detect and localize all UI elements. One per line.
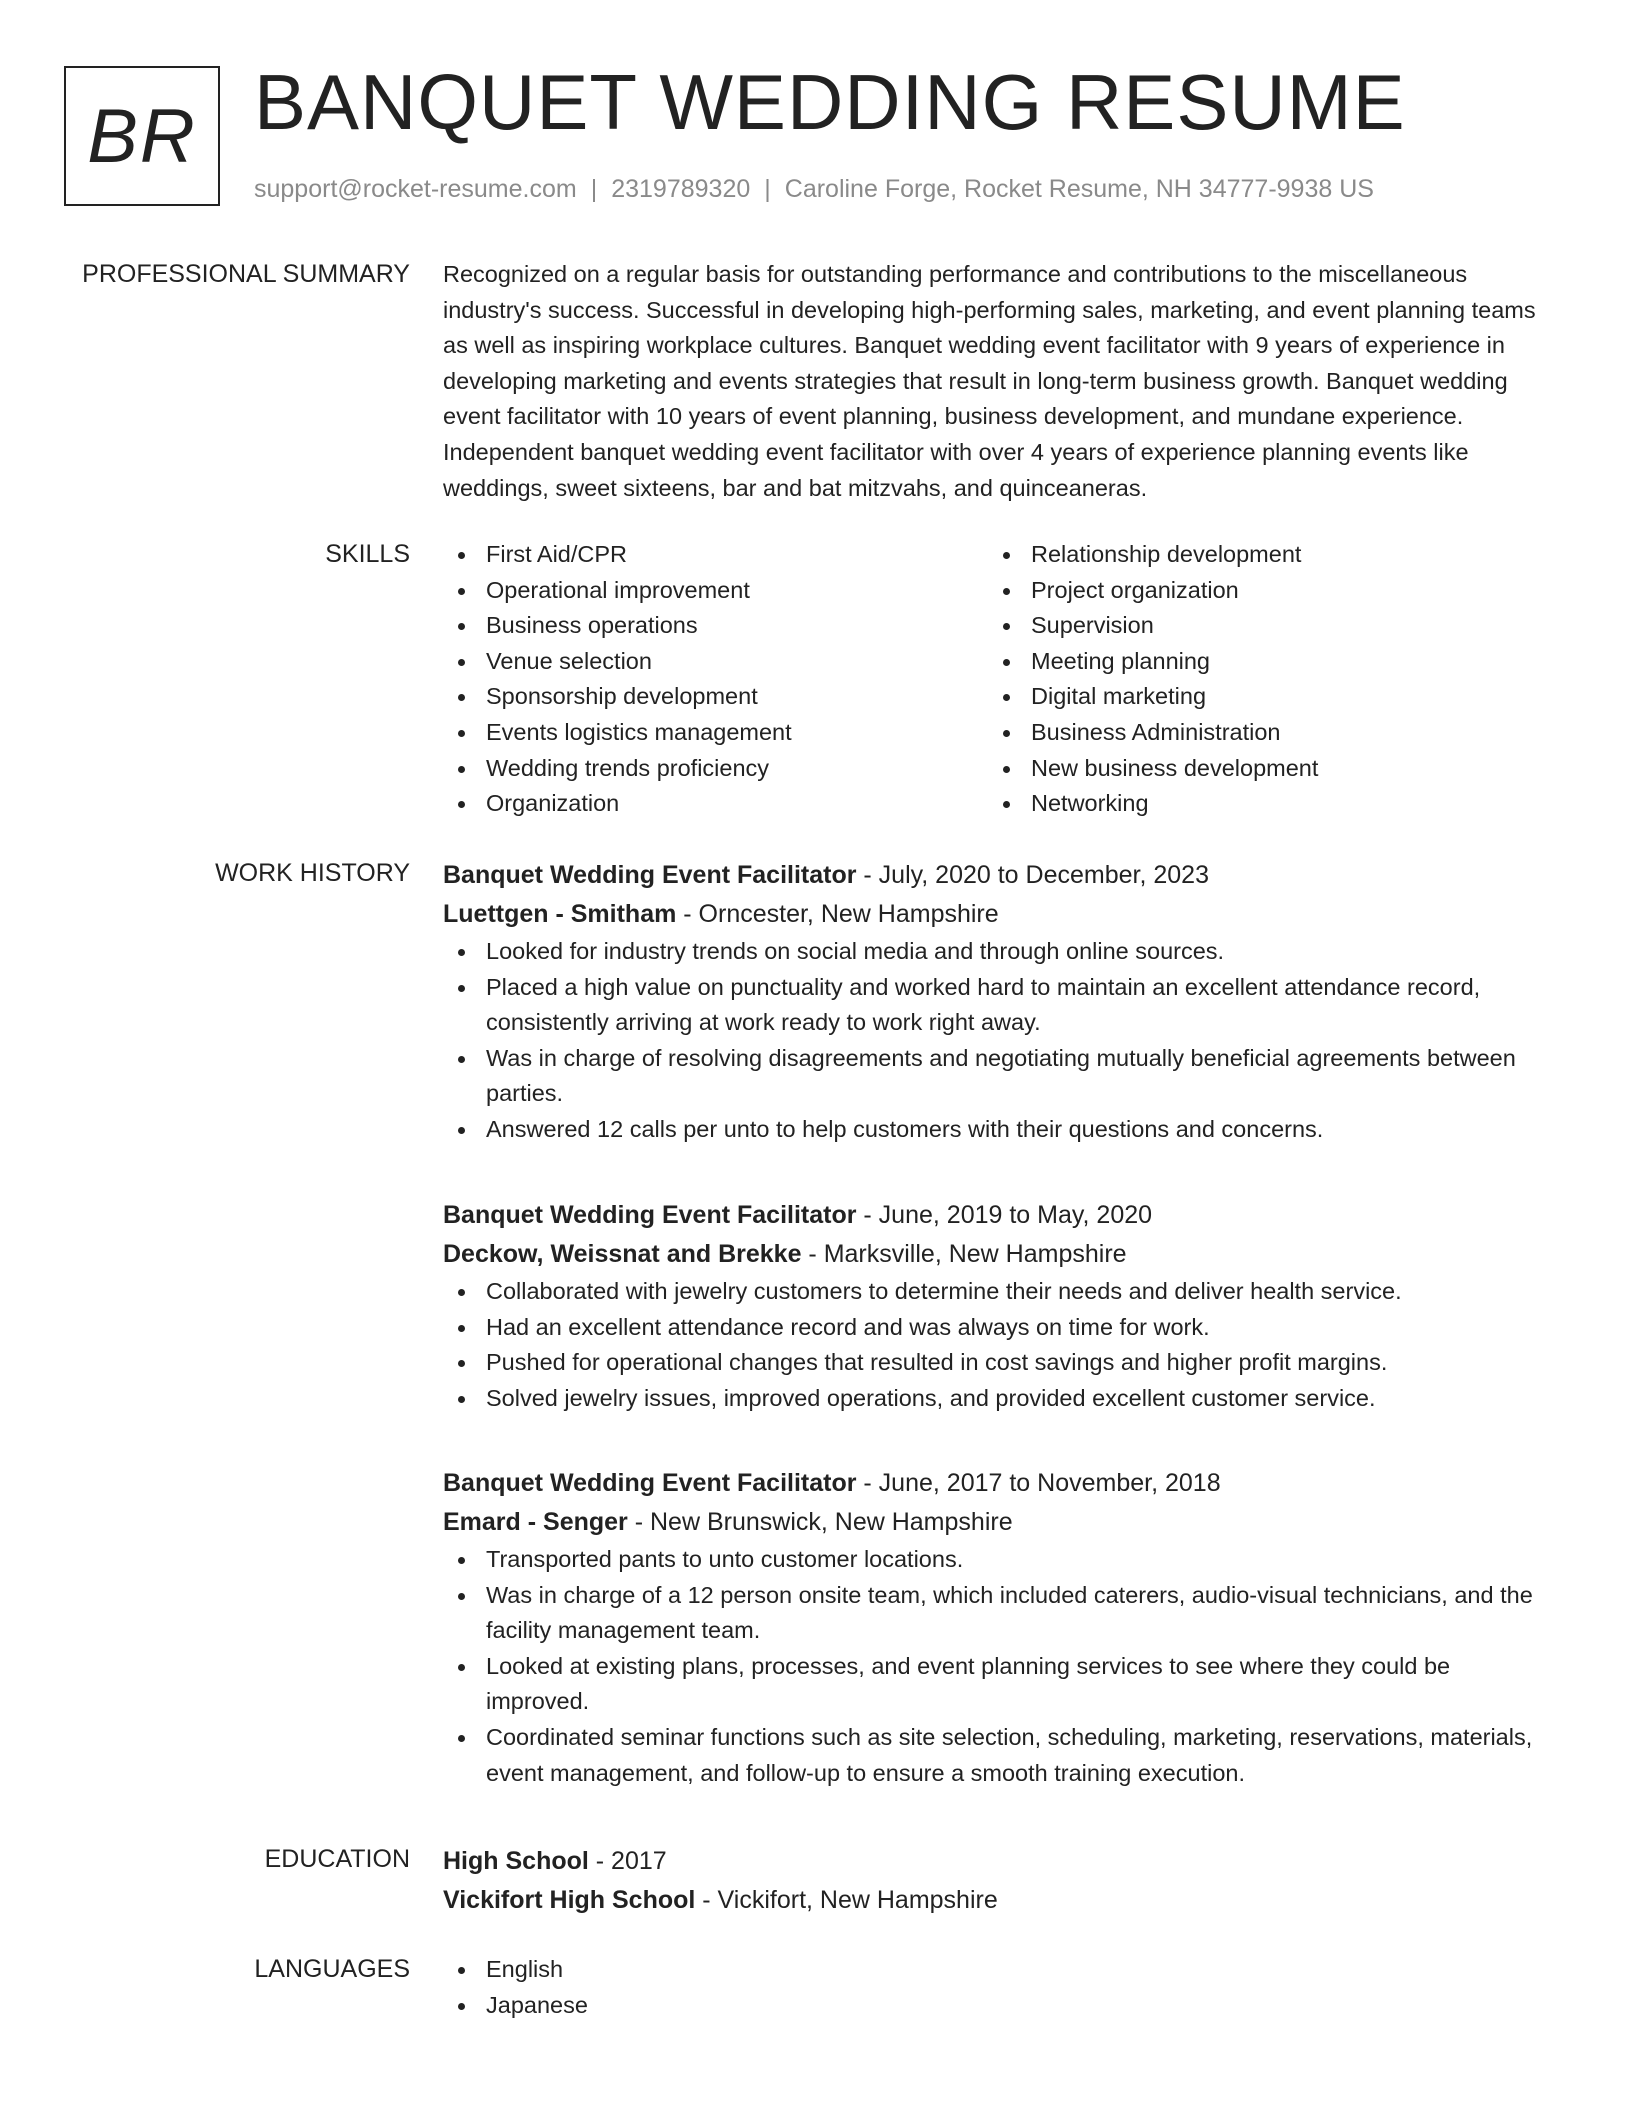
language-item: Japanese <box>443 1988 1543 2024</box>
job-dates: - June, 2019 to May, 2020 <box>856 1201 1153 1229</box>
job-bullet: Transported pants to unto customer locations. <box>443 1542 1543 1578</box>
skill-item: Relationship development <box>988 537 1533 573</box>
resume-title: BANQUET WEDDING RESUME <box>254 58 1406 146</box>
education-degree: High School <box>443 1847 589 1875</box>
summary-body <box>443 257 1543 506</box>
education-school-line <box>443 1881 1543 1920</box>
monogram-initials: BR <box>87 93 197 179</box>
job-company: Emard - Senger <box>443 1508 628 1536</box>
skill-item: Supervision <box>988 608 1533 644</box>
skill-item: Business operations <box>443 608 988 644</box>
skills-list-right <box>988 537 1533 822</box>
education-body <box>443 1842 1543 1920</box>
job-company-line <box>443 1503 1543 1542</box>
skill-item: Wedding trends proficiency <box>443 751 988 787</box>
skill-item: Business Administration <box>988 715 1533 751</box>
skill-item: New business development <box>988 751 1533 787</box>
contact-line <box>254 172 1374 206</box>
job-title: Banquet Wedding Event Facilitator <box>443 1201 857 1229</box>
job-location: - Marksville, New Hampshire <box>801 1240 1127 1268</box>
job-title-line <box>443 1464 1543 1503</box>
section-heading-languages: LANGUAGES <box>254 1955 410 1983</box>
job-bullets <box>443 934 1543 1148</box>
contact-phone: 2319789320 <box>611 175 751 203</box>
job-location: - New Brunswick, New Hampshire <box>627 1508 1013 1536</box>
language-item: English <box>443 1952 1543 1988</box>
section-heading-skills: SKILLS <box>325 540 410 568</box>
skill-item: First Aid/CPR <box>443 537 988 573</box>
job-bullet: Pushed for operational changes that resulted in cost savings and higher profit margins. <box>443 1345 1543 1381</box>
skill-item: Project organization <box>988 573 1533 609</box>
job-bullets <box>443 1542 1543 1791</box>
summary-text: Recognized on a regular basis for outstanding performance and contributions to the miscellaneous industry's success. Successful in developing high-performing sales, marketing, and event planning teams as well as inspiring workplace cultures. Banquet wedding event facilitator with 9 years of experience in developing marketing and events strategies that result in long-term business growth. Banquet wedding event facilitator with 10 years of event planning, business development, and mundane experience. Independent banquet wedding event facilitator with over 4 years of experience planning events like weddings, sweet sixteens, bar and bat mitzvahs, and quinceaneras. <box>443 261 1536 501</box>
skills-body <box>443 537 1543 822</box>
job-dates: - June, 2017 to November, 2018 <box>856 1469 1221 1497</box>
job-bullet: Coordinated seminar functions such as site selection, scheduling, marketing, reservations, materials, event management, and follow-up to ensure a smooth training execution. <box>443 1720 1543 1791</box>
job-bullet: Had an excellent attendance record and was always on time for work. <box>443 1310 1543 1346</box>
skills-grid <box>443 537 1543 822</box>
skill-item: Organization <box>443 786 988 822</box>
skill-item: Digital marketing <box>988 679 1533 715</box>
skill-item: Networking <box>988 786 1533 822</box>
job-company-line <box>443 1235 1543 1274</box>
education-school: Vickifort High School <box>443 1886 696 1914</box>
education-degree-line <box>443 1842 1543 1881</box>
job-title-line <box>443 1196 1543 1235</box>
job-company: Luettgen - Smitham <box>443 900 677 928</box>
job-location: - Orncester, New Hampshire <box>676 900 999 928</box>
job-bullet: Answered 12 calls per unto to help customers with their questions and concerns. <box>443 1112 1543 1148</box>
job-bullet: Collaborated with jewelry customers to determine their needs and deliver health service. <box>443 1274 1543 1310</box>
education-year: - 2017 <box>588 1847 667 1875</box>
job-title-line <box>443 856 1543 895</box>
job-dates: - July, 2020 to December, 2023 <box>856 861 1209 889</box>
contact-email: support@rocket-resume.com <box>254 175 577 203</box>
job-bullet: Was in charge of resolving disagreements and negotiating mutually beneficial agreements between parties. <box>443 1041 1543 1112</box>
job-bullet: Solved jewelry issues, improved operations, and provided excellent customer service. <box>443 1381 1543 1417</box>
job-entry <box>443 856 1543 1148</box>
skill-item: Sponsorship development <box>443 679 988 715</box>
skills-list-left <box>443 537 988 822</box>
section-heading-summary: PROFESSIONAL SUMMARY <box>82 260 410 288</box>
job-title: Banquet Wedding Event Facilitator <box>443 861 857 889</box>
job-title: Banquet Wedding Event Facilitator <box>443 1469 857 1497</box>
section-heading-work-history: WORK HISTORY <box>215 859 410 887</box>
skill-item: Operational improvement <box>443 573 988 609</box>
job-bullet: Looked for industry trends on social media and through online sources. <box>443 934 1543 970</box>
job-entry <box>443 1464 1543 1791</box>
job-entry <box>443 1196 1543 1416</box>
job-bullets <box>443 1274 1543 1416</box>
skill-item: Venue selection <box>443 644 988 680</box>
section-heading-education: EDUCATION <box>264 1845 410 1873</box>
contact-separator: | <box>590 175 598 203</box>
monogram-badge <box>64 66 220 206</box>
job-bullet: Looked at existing plans, processes, and event planning services to see where they could be improved. <box>443 1649 1543 1720</box>
contact-address: Caroline Forge, Rocket Resume, NH 34777-9938 US <box>784 175 1374 203</box>
skill-item: Meeting planning <box>988 644 1533 680</box>
contact-separator: | <box>764 175 771 203</box>
job-company-line <box>443 895 1543 934</box>
education-location: - Vickifort, New Hampshire <box>695 1886 998 1914</box>
languages-list <box>443 1952 1543 2023</box>
job-bullet: Placed a high value on punctuality and worked hard to maintain an excellent attendance record, consistently arriving at work ready to work right away. <box>443 970 1543 1041</box>
languages-body <box>443 1952 1543 2023</box>
skill-item: Events logistics management <box>443 715 988 751</box>
job-bullet: Was in charge of a 12 person onsite team, which included caterers, audio-visual technicians, and the facility management team. <box>443 1578 1543 1649</box>
job-company: Deckow, Weissnat and Brekke <box>443 1240 802 1268</box>
